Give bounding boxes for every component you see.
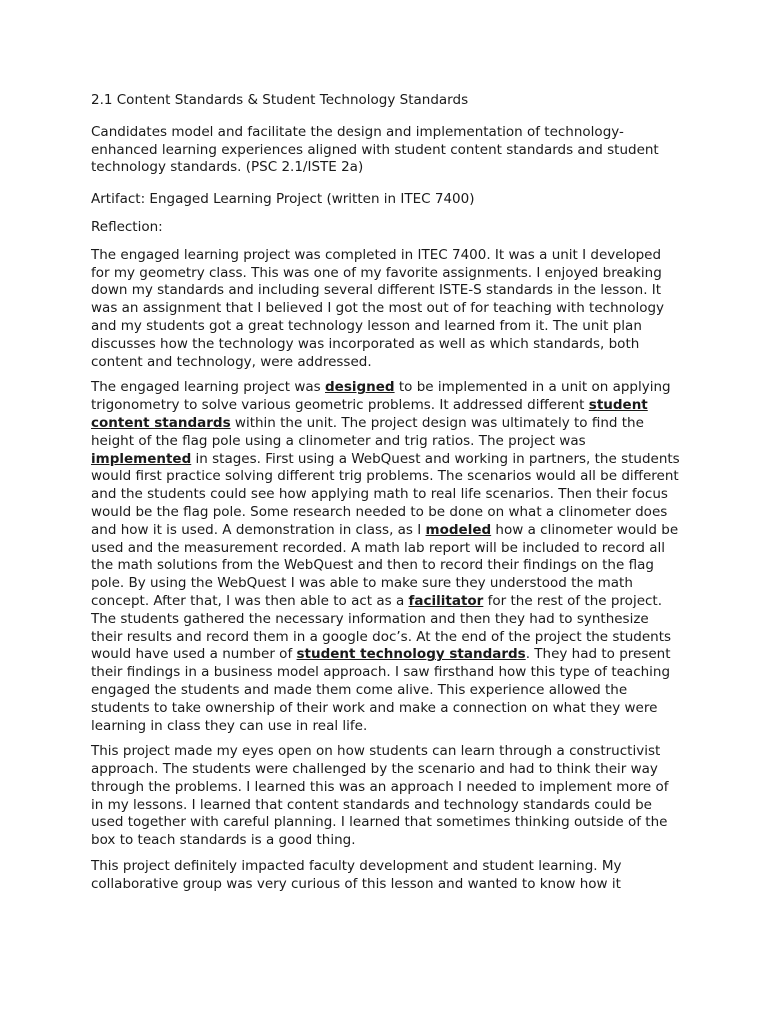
keyword-student-technology-standards: student technology standards — [296, 646, 526, 663]
keyword-modeled: modeled — [425, 521, 492, 538]
section-heading: 2.1 Content Standards & Student Technology Standards — [91, 92, 469, 108]
reflection-paragraph-4: This project definitely impacted faculty development and student learning. My collaborative group was very curious of this lesson and wanted to know how it — [91, 858, 622, 892]
reflection-paragraph-2 — [91, 379, 681, 735]
standard-description: Candidates model and facilitate the design and implementation of technology-enhanced learning experiences aligned with student content standards and student technology standards. (PSC 2.1/ISTE 2a) — [91, 123, 659, 176]
keyword-student-content-standards: student content standards — [91, 397, 648, 431]
reflection-paragraph-1: The engaged learning project was completed in ITEC 7400. It was a unit I developed for my geometry class. This was one of my favorite assignments. I enjoyed breaking down my standards and including several different ISTE-S standards in the lesson. It was an assignment that I believed I got the most out of for teaching with technology and my students got a great technology lesson and learned from it. The unit plan discusses how the technology was incorporated as well as which standards, both content and technology, were addressed. — [91, 246, 665, 370]
keyword-facilitator: facilitator — [408, 592, 484, 609]
document-body — [91, 92, 681, 902]
paragraph-text: in stages. First using a WebQuest and working in partners, the students would first practice solving different trig problems. The scenarios would all be different and the students could see how applying math to real life scenarios. Then their focus would be the flag pole. Some research needed to be done on what a clinometer does and how it is used. A demonstration in class, as I — [91, 450, 680, 538]
paragraph-text: The engaged learning project was — [91, 379, 325, 396]
artifact-line: Artifact: Engaged Learning Project (written in ITEC 7400) — [91, 191, 475, 208]
keyword-designed: designed — [325, 379, 395, 396]
paragraph-text: . They had to present their findings in a business model approach. I saw firsthand how this type of teaching engaged the students and made them come alive. This experience allowed the students to take ownership of their work and make a connection on what they were learning in class they can use in real life. — [91, 646, 671, 734]
keyword-implemented: implemented — [91, 450, 192, 467]
reflection-label: Reflection: — [91, 218, 163, 235]
paragraph-text: to be implemented in a unit on applying trigonometry to solve various geometric problems. It addressed different — [91, 379, 671, 414]
paragraph-text: for the rest of the project. The students gathered the necessary information and then they had to synthesize their results and record them in a google doc’s. At the end of the project the students would have used a number of — [91, 592, 672, 663]
reflection-paragraph-3: This project made my eyes open on how students can learn through a constructivist approach. The students were challenged by the scenario and had to think their way through the problems. I learned this was an approach I needed to implement more of in my lessons. I learned that content standards and technology standards could be used together with careful planning. I learned that sometimes thinking outside of the box to teach standards is a good thing. — [91, 743, 669, 849]
paragraph-text: how a clinometer would be used and the measurement recorded. A math lab report will be included to record all the math solutions from the WebQuest and then to record their findings on the flag pole. By using the WebQuest I was able to make sure they understood the math concept. After that, I was then able to act as a — [91, 521, 679, 609]
paragraph-text: within the unit. The project design was ultimately to find the height of the flag pole using a clinometer and trig ratios. The project was — [91, 414, 644, 449]
